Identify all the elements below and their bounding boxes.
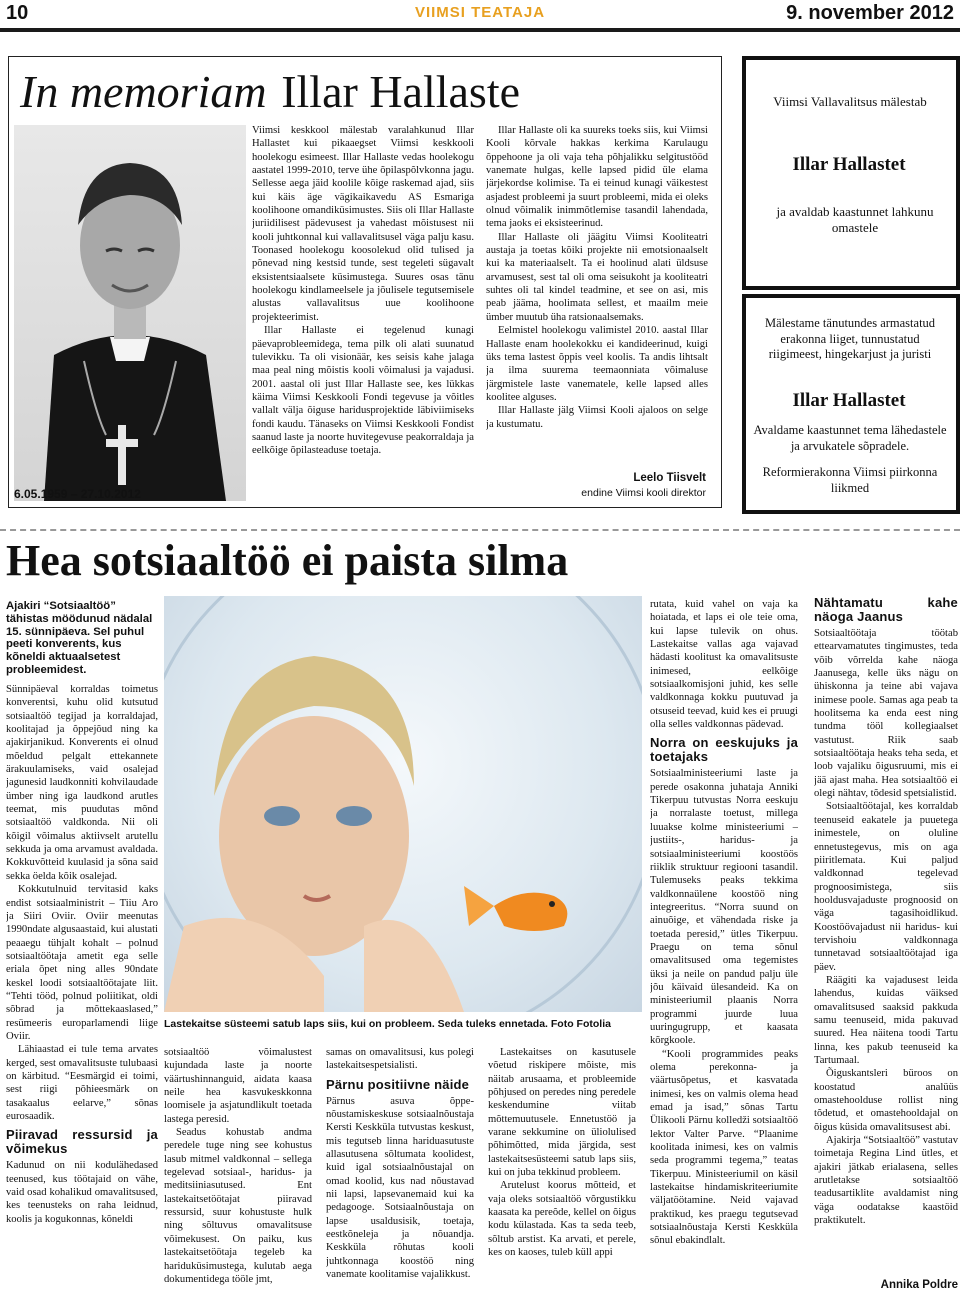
notice1-line2: ja avaldab kaastunnet lahkunu omastele (776, 204, 934, 235)
article-paragraph: rutata, kuid vahel on vaja ka hoiatada, et laps ei ole teie oma, kui lapse tulevik on ohus. Lastekaitse vallas aga vajavad hädasti koolitust ka omavalitsuste inimesed, eelkõige sotsiaalkomisjoni juhid, kes selle valdkonnaga kokku puutuvad ja otsuseid teevad, kuid kes ei pruugi olla selles valdkonnas pädevad. (650, 599, 798, 731)
memoriam-paragraph: Illar Hallaste oli ka suureks toeks siis, kui Viimsi Kooli kõrvale hakkas kerkima Karulaugu õppehoone ja oli vaja teha põhjalikku selgitustööd vanemate hulgas, kelle lapsed pidid üle elama järjekordse kolimise. Ta ei teinud kunagi väikestest asjadest probleemi ja suurt probleemi, mida ei oleks olnud võimalik inimmõtlemise tasandil lahendada, tema jaoks ei eksisteerinud. (486, 125, 708, 230)
notice2-line1: Mälestame tänutundes armastatud erakonna liiget, tunnustatud riigimeest, hingekarjust ja juristi (764, 316, 936, 361)
article-author: Annika Poldre (880, 1279, 958, 1291)
memoriam-column-1 (252, 124, 474, 500)
portrait-illustration (14, 125, 246, 501)
memoriam-title-name: Illar Hallaste (281, 66, 521, 117)
article-paragraph: Sotsiaaltöötaja töötab ettearvamatutes tingimustes, teda võib võrrelda kahe näoga Jaanusega, kelle üks nägu on ühiskonna ja teine abi vajava inimese poole. Samas aga peab ta hoolitsema ka enda eest ning tundma tööl kollegiaalset vastutust. Riik saab sotsiaaltöötaja heaks teha seda, et loob vajaliku õigusruumi, mis ei jää ajast maha. Hea sotsiaaltöö ei olegi nähtav, tõdesid spetsialistid. (814, 628, 958, 800)
article-photo (164, 596, 642, 1012)
memoriam-title-italic: In memoriam (20, 66, 267, 117)
article-column-4 (488, 1046, 636, 1296)
article-column-6 (814, 596, 958, 1274)
notice1-line1: Viimsi Vallavalitsus mälestab (773, 94, 927, 109)
article-paragraph: Õiguskantsleri büroos on koostatud analüüs omastehoolduse rollist ning tõdetud, et omastehooldajal on õigus küsida omavalitsusest abi. (814, 1068, 958, 1133)
article-paragraph: Kadunud on nii kodulähedased teenused, kus töötajaid on vähe, vaid osad kohalikud omavalitsused, kes teenusteks on raha leidnud, koolis ja kogukonnas, kõneldi (6, 1160, 158, 1225)
notice2-signature: Reformierakonna Viimsi piirkonna liikmed (762, 465, 938, 495)
article-paragraph: Ajakirja “Sotsiaaltöö” vastutav toimetaja Regina Lind ütles, et ajakiri jätkab erialasena, selles arutletakse sotsiaaltöö teadusartiklite avaldamist ning väga oodatakse kaastöid praktikutelt. (814, 1135, 958, 1227)
notice1-name: Illar Hallastet (792, 154, 906, 175)
child-goldfish-illustration (164, 596, 642, 1012)
article-subheading: Pärnu positiivne näide (326, 1076, 470, 1092)
memoriam-column-2 (486, 124, 708, 468)
section-divider (0, 529, 960, 531)
article-paragraph: Pärnus asuva õppe-nõustamiskeskuse sotsiaalnõustaja Kersti Keskküla tutvustas keskust, mis tegutseb linna hariduasutuste allasutusena sõltumata koolidest, kuid igal sotsiaalnõustajal on omad koolid, kus nad nõustavad nii lapsi, lapsevanemaid kui ka pedagooge. Sotsiaalnõustaja on lapse usaldusisik, toetaja, eestkõneleja ja nõuandja. Keskküla rõhutas kooli juhtkonnaga koostöö ning vanemate koolitamise vajalikkust. (326, 1095, 474, 1281)
portrait-photo (14, 125, 246, 501)
header-rule (0, 28, 960, 32)
publication-name: VIIMSI TEATAJA (414, 4, 546, 21)
page-number: 10 (6, 2, 29, 24)
article-paragraph: Sotsiaalministeeriumi laste ja perede osakonna juhataja Anniki Tikerpuu tutvustas Norra eeskuju ja norralaste toetust, millega luuakse kolme ministeeriumi – justiits-, haridus- ja sotsiaalministeeriumi koostöös riiklik struktuur regiooni tasandil. Tulemuseks peaks tekkima valdkonnaülene koostöö ning integreeritus. “Norra suund on ainuõige, et vähendada riske ja toetada peresid,” ütles Tikerpuu. Praegu on tema sõnul omavalitsused oma tegemistes üksi ja neile on pandud palju üle jõu käivaid ülesandeid. Ka on ministeeriumil plaanis Norra programmi juurde luua uuringugrupp, et kaasata kõrgkoole. (650, 768, 798, 1047)
article-paragraph: Arutelust koorus mõtteid, et vaja oleks sotsiaaltöö võrgustikku kaasata ka pereõde, kellel on õigus kodu külastada. Kas ta seda teeb, sõltub arstist. Ka arvati, et perele, kes on kaoses, tuleb küll appi (488, 1180, 636, 1259)
photo-caption: Lastekaitse süsteemi satub laps siis, kui on probleem. Seda tuleks ennetada. Foto Fotolia (164, 1018, 611, 1030)
article-paragraph: Lähiaastad ei tule tema arvates kerged, sest omavalitsuste tulubaasi on kärbitud. “Eesmärgid ei toimi, sest riigi põhieesmärk on tasakaalus eelarve,” sõnas eurosaadik. (6, 1044, 158, 1122)
article-paragraph: Räägiti ka vajadusest leida lahendus, kuidas väiksed omavalitsused saaksid pakkuda samu teenuseid, mida pakuvad suured. Hea näitena toodi Tartu linna, kes pakub teenuseid ka Tartumaal. (814, 974, 958, 1066)
notice2-line2: Avaldame kaastunnet tema lähedastele ja arvukatele sõpradele. (753, 423, 947, 453)
article-paragraph: Seadus kohustab andma peredele tuge ning see kohustus lasub mitmel valdkonnal – sellega tegelevad sotsiaal-, haridus- ja meditsiiniasutused. Ent lastekaitsetöötajat piiravad ressursid, suur kohustuste hulk ning sõltuvus omavalitsuse võimekusest. On paiku, kus lastekaitsetöötaja tegeleb ka hariduküsimustega, kulutab aega dokumentidega tööle jmt, (164, 1127, 312, 1285)
article-column-1 (6, 683, 158, 1295)
article-lead: Ajakiri “Sotsiaaltöö” tähistas möödunud nädalal 15. sünnipäeva. Sel puhul peeti konverents, kus kõneldi aktuaalsetest probleemidest. (6, 600, 153, 676)
memoriam-paragraph: Illar Hallaste oli jäägitu Viimsi Kooliteatri austaja ja toetas kõiki projekte nii emotsionaalselt kui ka materiaalselt. Ta ei hoolinud alati üldsuse arvamusest, sest tal oli oma seisukoht ja kooliteatri suhtes oli tal kindel teadmine, et see on asi, mis peab jääma, hoolimata sellest, et maailm meie ümber muutub üha ratsionaalsemaks. (486, 231, 708, 323)
article-paragraph: “Kooli programmides peaks olema perekonna- ja väärtusõpetus, et kasvatada inimesi, kes on valmis olema head emad ja isad,” sõnas Tartu Ülikooli Pärnu kolledži sotsiaaltöö lektor Valter Parve. “Plaanime koolitada inimesi, kes on valmis seda programmi tegema,” teatas Tikerpuu. Ministeeriumil on käsil lastekaitse hindamiskriteeriumite väljatöötamine. Neid vajavad praktikud, kes praegu tegutsevad sotsiaalnõustaja Kersti Keskküla sõnul ebakindlalt. (650, 1048, 798, 1247)
memoriam-author: Leelo Tiisvelt (633, 472, 706, 484)
memoriam-dates: 6.05.1959 – 27.10.2012 (14, 487, 141, 501)
article-column-3 (326, 1046, 474, 1296)
memoriam-paragraph: Illar Hallaste jälg Viimsi Kooli ajaloos on selge ja kustumatu. (486, 405, 708, 430)
memoriam-paragraph: Eelmistel hoolekogu valimistel 2010. aastal Illar Hallaste enam hoolekokku ei kandideerinud, kuigi üks tema lastest õppis veel koolis. Ta andis lihtsalt ja ilma suurema teemaonniata võimaluse järgmistele laste vanematele, kelle lapsed alles koolitee alguses. (486, 325, 708, 403)
article-subheading: Piiravad ressursid ja võimekus (6, 1127, 158, 1157)
article-paragraph: samas on omavalitsusi, kus polegi lastekaitsespetsialisti. (326, 1047, 474, 1072)
memoriam-author-role: endine Viimsi kooli direktor (581, 487, 706, 499)
notice2-name: Illar Hallastet (792, 390, 906, 411)
memoriam-paragraph: Illar Hallaste ei tegelenud kunagi päevaprobleemidega, tema pilk oli alati suunatud tulevikku. Ta oli visionäär, kes seisis kahe jalaga maa peal ning mõistis kooli võimalusi ja vajadusi. 2001. aastal oli just Illar Hallaste see, kes lükkas käima Viimsi Keskkooli Fondi tegevuse ja võitles vallalt välja õiguse haridusprojektide läbiviimiseks fondi kaudu. Tänaseks on Viimsi Keskkooli Fondist saanud laste ja noorte huvitegevuse peakorraldaja ja eelkõige õpilasteaduse toetaja. (252, 325, 474, 457)
article-paragraph: Sünnipäeval korraldas toimetus konverentsi, kuhu olid kutsutud sotsiaaltöö tegijad ja korraldajad, koolitajad ja õppejõud ning ka ajakirjanikud. Konverents ei olnud mõeldud pelgalt ettekannete ärakuulamiseks, vaid osalejad jagunesid laudkonniti kohvilaudade ümber ning iga laudkond arutles teemat, mis puudutas mõnd sotsiaaltöö valdkonda. Nii oli kõigil võimalus aktiivselt arutellu sekkuda ja oma arvamust avaldada. Kokkuvõtteid kuulasid ja sõna said sekka öelda kõik osalejad. (6, 684, 158, 882)
memoriam-paragraph: Viimsi keskkool mälestab varalahkunud Illar Hallastet kui pikaaegset Viimsi keskkooli hoolekogu esimeest. Illar Hallaste vedas hoolekogu aastatel 1999-2010, terve ühe õpilaspõlvkonna jagu. Sellesse aega jäid koolile kõige raskemad ajad, siis kui käis äge vägikaikavedu AS Esmariga koolihoone omandiküsimustes. Siis oli Illar Hallaste juriidilisest pädevusest ja vahedast mõistusest nii kooli juhtkonnal kui vallavalitsusel väga palju kasu. Toonased hoolekogu koosolekud olid tulised ja põnevad ning kestsid tunde, sest tegeleti sügavalt eksistentsiaalsete küsimustega. Suures osas tänu hoolekogu kindlameelsele ja jõulisele tegutsemisele alustas vallavalitsus uue koolihoone projekteerimist. (252, 125, 474, 323)
memoriam-title (20, 64, 520, 119)
issue-date: 9. november 2012 (786, 2, 954, 24)
article-column-5 (650, 598, 798, 1296)
article-paragraph: Lastekaitses on kasutusele võetud riskipere mõiste, mis näitab arusaama, et probleemide põhjused on peredes ning peredele keskendumine viitab mõttemuutusele. Ennetustöö ja varane sekkumine on üliolulised põhimõtted, mida järgida, sest lastekaitsesüsteemi satub laps siis, kui on juba tekkinud probleem. (488, 1047, 636, 1179)
article-column-2 (164, 1046, 312, 1296)
article-paragraph: sotsiaaltöö võimalustest kujundada laste ja noorte väärtushinnanguid, aidata kaasa neile hea kasvukeskkonna loomisele ja asjatundlikult toetada lastega peresid. (164, 1047, 312, 1125)
article-paragraph: Sotsiaaltöötajal, kes korraldab teenuseid eakatele ja puuetega inimestele, on oluline ennetustegevus, mis on aga piiritlemata. Kui paljud valdkonnad tegelevad prognoosimistega, siis hooldusvajaduste prognoosid on väga tagasihoidlikud. Koostöövajadust nii haridus- kui tervishoiu valdkonnaga tunnetavad sotsiaaltöötajad iga päev. (814, 801, 958, 973)
article-headline: Hea sotsiaaltöö ei paista silma (6, 536, 569, 585)
article-subheading: Norra on eeskujuks ja toetajaks (650, 735, 798, 765)
article-subheading: Nähtamatu kahe näoga Jaanus (814, 596, 958, 624)
article-paragraph: Kokkutulnuid tervitasid kaks endist sotsiaalministrit – Tiiu Aro ja Siiri Oviir. Oviir meenutas 1990ndate algusaastaid, kui alustati peaaegu tühjalt kohalt – polnud sotsiaaltöötaja ametit ega selle eriala õpet ning alles 90ndate keskel loodi sotsiaaltöötajate liit. “Tehti tööd, polnud poliitikat, oldi sõbrad ja mõttekaaslased,” resümeeris europarlamendi liige Oviir. (6, 884, 158, 1042)
